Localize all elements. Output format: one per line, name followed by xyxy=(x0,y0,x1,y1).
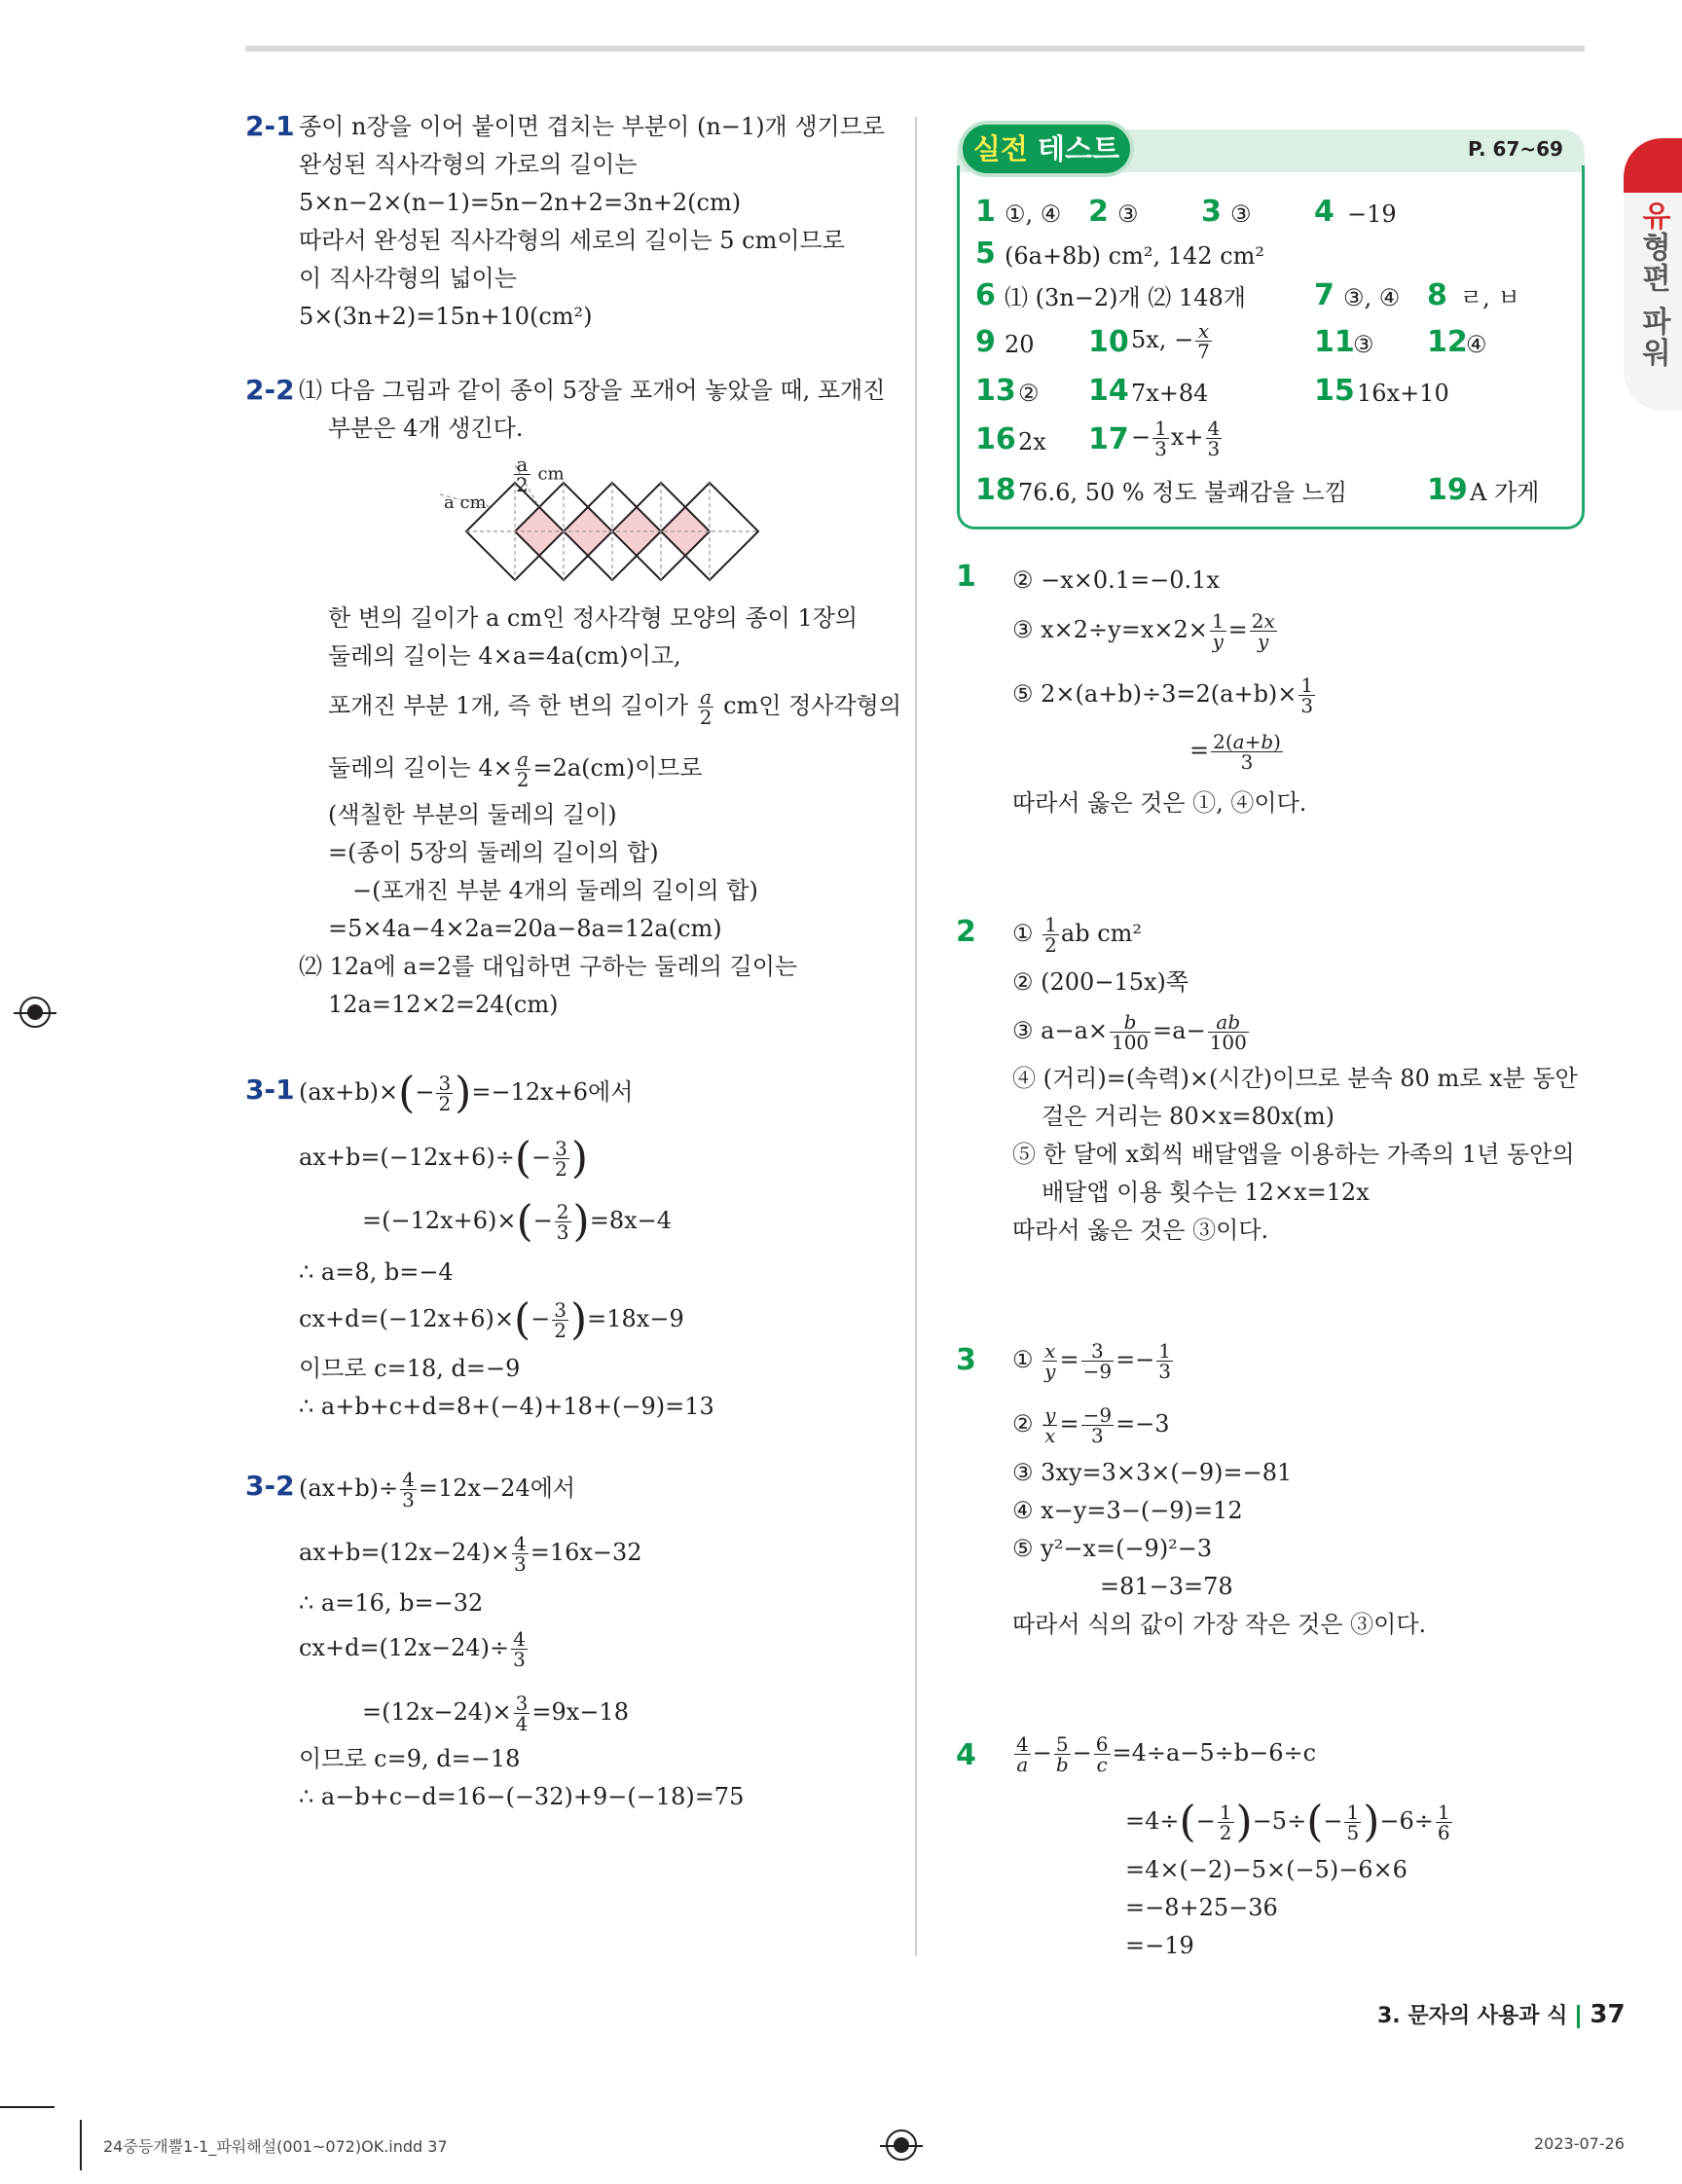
side-tab-accent xyxy=(1624,138,1682,193)
answer-12-value: ④ xyxy=(1466,331,1487,358)
p2-1-line-2: 완성된 직사각형의 가로의 길이는 xyxy=(299,151,638,178)
s3-line-3: ③ 3xy=3×3×(−9)=−81 xyxy=(1012,1459,1293,1486)
p2-1-line-5: 이 직사각형의 넓이는 xyxy=(299,265,517,292)
p2-2-line-1: ⑴ 다음 그림과 같이 종이 5장을 포개어 놓았을 때, 포개진 xyxy=(299,377,886,404)
s3-line-7: 따라서 식의 값이 가장 작은 것은 ③이다. xyxy=(1012,1611,1427,1638)
p2-2-line-2: 부분은 4개 생긴다. xyxy=(328,415,524,442)
p2-2-line-8: =(종이 5장의 둘레의 길이의 합) xyxy=(328,839,659,866)
page-number: 37 xyxy=(1590,2000,1626,2029)
column-divider xyxy=(915,117,917,1956)
p3-2-line-5: =(12x−24)× $\frac{3}{4}$ =9x−18 xyxy=(362,1692,629,1735)
s2-line-2: ② (200−15x)쪽 xyxy=(1012,968,1189,996)
answer-5-num: 5 xyxy=(975,237,996,271)
answer-10-num: 10 xyxy=(1088,325,1129,359)
s1-line-1: ② −x×0.1=−0.1x xyxy=(1012,566,1220,594)
p2-2-line-10: =5×4a−4×2a=20a−8a=12a(cm) xyxy=(328,915,722,942)
problem-label-3-2: 3-2 xyxy=(245,1470,295,1502)
top-rule xyxy=(245,46,1585,52)
p3-1-line-6: 이므로 c=18, d=−9 xyxy=(299,1355,521,1382)
p2-2-line-5: 포개진 부분 1개, 즉 한 변의 길이가 $\frac{a}{2}$ cm인 정사각형의 xyxy=(328,685,902,729)
s3-line-1: ① $\frac{x}{y}$ = $\frac{3}{-9}$ =− $\frac{1}{3}$ xyxy=(1012,1339,1172,1383)
s2-line-5: 걸은 거리는 80×x=80x(m) xyxy=(1042,1103,1335,1130)
print-file-info: 24중등개뿔1-1_파워해설(001~072)OK.indd 37 xyxy=(103,2137,448,2156)
overlap-squares-figure xyxy=(440,454,771,590)
answer-16-num: 16 xyxy=(975,422,1016,456)
s4-line-1: $\frac{4}{a}$ − $\frac{5}{b}$ − $\frac{6}{c}$ =4÷a−5÷b−6÷c xyxy=(1016,1732,1317,1776)
answer-7-num: 7 xyxy=(1314,278,1335,312)
answer-19-num: 19 xyxy=(1427,473,1468,507)
s2-line-4: ④ (거리)=(속력)×(시간)이므로 분속 80 m로 x분 동안 xyxy=(1012,1065,1578,1092)
answer-8-value: ㄹ, ㅂ xyxy=(1460,284,1520,311)
side-tab-first: 유 xyxy=(1636,200,1670,232)
p3-1-line-2: ax+b=(−12x+6)÷(− $\frac{3}{2}$ ) xyxy=(299,1133,589,1183)
test-page-range: P. 67~69 xyxy=(1468,137,1563,161)
answer-7-value: ③, ④ xyxy=(1343,284,1401,311)
answer-18-num: 18 xyxy=(975,473,1016,507)
p3-2-line-7: ∴ a−b+c−d=16−(−32)+9−(−18)=75 xyxy=(299,1783,745,1810)
answer-18-value: 76.6, 50 % 정도 불쾌감을 느낌 xyxy=(1018,479,1348,506)
answer-12-num: 12 xyxy=(1427,325,1468,359)
s4-line-5: =−19 xyxy=(1125,1932,1194,1959)
registration-mark-bottom xyxy=(886,2129,917,2161)
p2-2-line-11: ⑵ 12a에 a=2를 대입하면 구하는 둘레의 길이는 xyxy=(299,953,798,980)
side-tab-label: 형편 파워 xyxy=(1636,232,1670,369)
p3-1-line-1: (ax+b)×(− $\frac{3}{2}$ )=−12x+6에서 xyxy=(299,1068,634,1118)
answer-2-value: ③ xyxy=(1117,200,1139,228)
footer-separator xyxy=(1577,2005,1580,2028)
p2-2-line-9: −(포개진 부분 4개의 둘레의 길이의 합) xyxy=(352,877,758,904)
p3-2-line-2: ax+b=(12x−24)× $\frac{4}{3}$ =16x−32 xyxy=(299,1532,642,1576)
solution-3-num: 3 xyxy=(956,1343,976,1377)
answer-4-num: 4 xyxy=(1314,195,1335,229)
answer-19-value: A 가게 xyxy=(1470,479,1540,506)
p3-1-line-3: =(−12x+6)×(− $\frac{2}{3}$ )=8x−4 xyxy=(362,1196,672,1247)
p2-2-line-3: 한 변의 길이가 a cm인 정사각형 모양의 종이 1장의 xyxy=(328,604,859,632)
p3-1-line-7: ∴ a+b+c+d=8+(−4)+18+(−9)=13 xyxy=(299,1393,714,1420)
answer-11-num: 11 xyxy=(1314,325,1355,359)
answer-9-num: 9 xyxy=(975,325,996,359)
p3-1-line-5: cx+d=(−12x+6)×(− $\frac{3}{2}$ )=18x−9 xyxy=(299,1294,684,1345)
p2-2-line-6: 둘레의 길이는 4× $\frac{a}{2}$ =2a(cm)이므로 xyxy=(328,747,703,791)
figure-label-a-cm: a cm xyxy=(444,492,487,513)
answer-1-num: 1 xyxy=(975,195,996,229)
s1-line-3: ⑤ 2×(a+b)÷3=2(a+b)× $\frac{1}{3}$ xyxy=(1012,673,1314,717)
p2-1-line-3: 5×n−2×(n−1)=5n−2n+2=3n+2(cm) xyxy=(299,189,742,216)
answer-3-num: 3 xyxy=(1201,195,1222,229)
crop-mark-horizontal xyxy=(0,2106,55,2108)
p2-1-line-4: 따라서 완성된 직사각형의 세로의 길이는 5 cm이므로 xyxy=(299,227,845,254)
s3-line-2: ② $\frac{y}{x}$ = $\frac{-9}{3}$ =−3 xyxy=(1012,1403,1170,1447)
s2-line-1: ① $\frac{1}{2}$ ab cm² xyxy=(1012,913,1143,957)
running-footer xyxy=(1377,1999,1626,2029)
problem-label-2-2: 2-2 xyxy=(245,374,295,406)
solution-1-num: 1 xyxy=(956,560,976,594)
answer-6-num: 6 xyxy=(975,278,996,312)
s3-line-6: =81−3=78 xyxy=(1100,1573,1233,1600)
p3-2-line-6: 이므로 c=9, d=−18 xyxy=(299,1745,521,1772)
p2-2-line-4: 둘레의 길이는 4×a=4a(cm)이고, xyxy=(328,642,681,670)
p3-2-line-1: (ax+b)÷ $\frac{4}{3}$ =12x−24에서 xyxy=(299,1468,576,1511)
side-tab xyxy=(1624,138,1682,411)
answer-16-value: 2x xyxy=(1018,428,1046,455)
answer-17-num: 17 xyxy=(1088,422,1129,456)
s4-line-2: =4÷(− $\frac{1}{2}$ )−5÷(− $\frac{1}{5}$ )−6÷ $\frac{1}{6}$ xyxy=(1125,1797,1450,1847)
p2-2-line-7: (색칠한 부분의 둘레의 길이) xyxy=(328,801,617,828)
p3-2-line-4: cx+d=(12x−24)÷ $\frac{4}{3}$ xyxy=(299,1627,526,1671)
answer-2-num: 2 xyxy=(1088,195,1109,229)
answer-17-value: − $\frac{1}{3}$ x+ $\frac{4}{3}$ xyxy=(1131,417,1221,460)
answer-1-value: ①, ④ xyxy=(1005,200,1062,228)
answer-13-num: 13 xyxy=(975,374,1016,408)
answer-15-value: 16x+10 xyxy=(1357,380,1449,407)
answer-3-value: ③ xyxy=(1230,200,1252,228)
s2-line-8: 따라서 옳은 것은 ③이다. xyxy=(1012,1217,1269,1244)
answer-10-value: 5x, − $\frac{x}{7}$ xyxy=(1131,319,1210,363)
s2-line-6: ⑤ 한 달에 x회씩 배달앱을 이용하는 가족의 1년 동안의 xyxy=(1012,1141,1575,1168)
solution-4-num: 4 xyxy=(956,1738,976,1772)
s3-line-4: ④ x−y=3−(−9)=12 xyxy=(1012,1497,1243,1524)
s3-line-5: ⑤ y²−x=(−9)²−3 xyxy=(1012,1535,1213,1562)
answer-6-value: ⑴ (3n−2)개 ⑵ 148개 xyxy=(1005,284,1246,311)
problem-label-2-1: 2-1 xyxy=(245,110,295,142)
p2-1-line-6: 5×(3n+2)=15n+10(cm²) xyxy=(299,303,593,330)
s1-line-2: ③ x×2÷y=x×2× $\frac{1}{y}$ = $\frac{2x}{y}$ xyxy=(1012,609,1275,653)
answer-14-num: 14 xyxy=(1088,374,1129,408)
p2-2-line-12: 12a=12×2=24(cm) xyxy=(328,991,559,1018)
answer-4-value: −19 xyxy=(1347,200,1397,228)
answer-15-num: 15 xyxy=(1314,374,1355,408)
answer-11-value: ③ xyxy=(1353,331,1374,358)
answer-14-value: 7x+84 xyxy=(1131,380,1209,407)
p2-1-line-1: 종이 n장을 이어 붙이면 겹치는 부분이 (n−1)개 생기므로 xyxy=(299,113,886,140)
crop-mark-vertical xyxy=(80,2120,82,2170)
s4-line-4: =−8+25−36 xyxy=(1125,1894,1278,1921)
answer-5-value: (6a+8b) cm², 142 cm² xyxy=(1005,242,1265,270)
answer-8-num: 8 xyxy=(1427,278,1447,312)
s4-line-3: =4×(−2)−5×(−5)−6×6 xyxy=(1125,1856,1408,1883)
test-badge: 실전 테스트 xyxy=(959,121,1134,177)
problem-label-3-1: 3-1 xyxy=(245,1074,295,1106)
figure-label-half: $\frac{a}{2}$ cm xyxy=(516,453,565,496)
s2-line-7: 배달앱 이용 횟수는 12×x=12x xyxy=(1042,1179,1370,1206)
s2-line-3: ③ a−a× $\frac{b}{100}$ =a− $\frac{ab}{100}$ xyxy=(1012,1010,1247,1054)
p3-2-line-3: ∴ a=16, b=−32 xyxy=(299,1589,484,1617)
print-date: 2023-07-26 xyxy=(1534,2134,1625,2153)
answer-9-value: 20 xyxy=(1005,331,1035,358)
solution-2-num: 2 xyxy=(956,915,976,949)
section-title: 3. 문자의 사용과 식 xyxy=(1377,2004,1568,2028)
p3-1-line-4: ∴ a=8, b=−4 xyxy=(299,1258,454,1286)
s1-line-4: = $\frac{2(a+b)}{3}$ xyxy=(1189,730,1281,774)
registration-mark-left xyxy=(19,997,51,1028)
answer-13-value: ② xyxy=(1018,380,1040,407)
s1-line-5: 따라서 옳은 것은 ①, ④이다. xyxy=(1012,789,1307,817)
